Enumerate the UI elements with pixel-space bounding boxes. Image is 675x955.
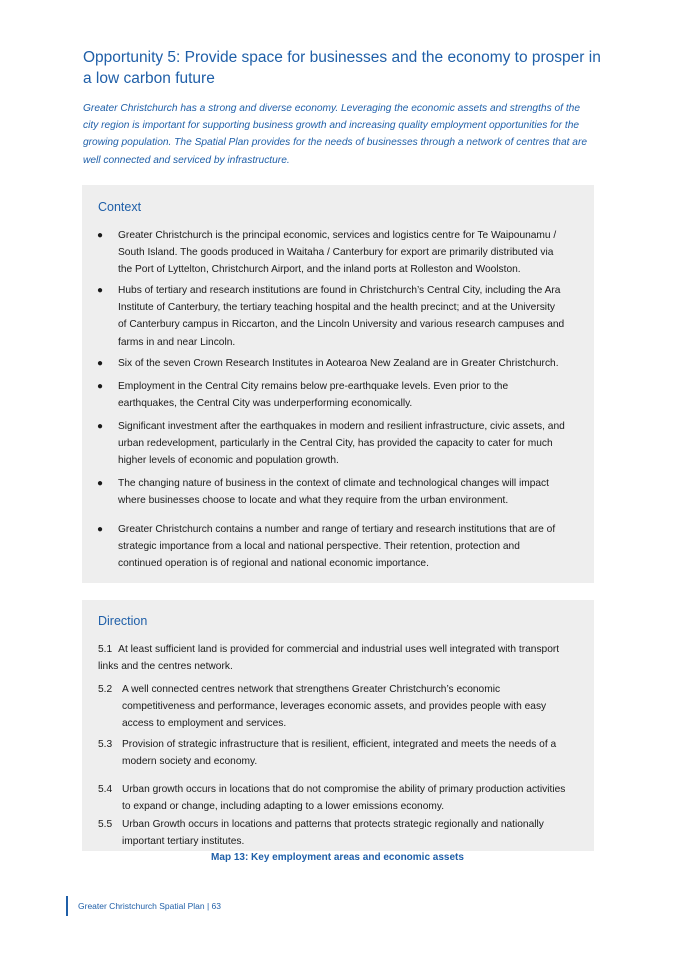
direction-item-text: A well connected centres network that strengthens Greater Christchurch’s economic competitiveness and performance, leverages economic assets, and provides people with easy access to employment and services. [122,684,547,730]
context-item-text: Greater Christchurch contains a number and range of tertiary and research institutions that are of strategic importance from a local and national perspective. Their retention, protection and continued operation is of regional and national economic importance. [118,524,556,570]
page-heading: Opportunity 5: Provide space for businesses and the economy to prosper in a low carbon future [83,49,601,87]
context-item-text: Six of the seven Crown Research Institutes in Aotearoa New Zealand are in Greater Christchurch. [118,358,559,369]
context-item-text: Greater Christchurch is the principal economic, services and logistics centre for Te Waipounamu / South Island. The goods produced in Waitaha / Canterbury for export are primarily distributed via the Port of Lyttelton, Christchurch Airport, and the inland ports at Rolleston and Woolston. [118,230,557,276]
page-footer: Greater Christchurch Spatial Plan | 63 [78,901,221,911]
context-item [97,418,566,470]
direction-title: Direction [98,614,148,628]
direction-item [98,681,568,733]
context-item-text: Employment in the Central City remains below pre-earthquake levels. Even prior to the earthquakes, the Central City was underperforming economically. [118,381,509,410]
map-caption: Map 13: Key employment areas and economic assets [211,852,464,863]
direction-item-number: 5.2 [98,684,113,695]
bullet-icon: ● [97,358,104,369]
direction-item-text: Urban Growth occurs in locations and patterns that protects strategic regionally and nationally important tertiary institutes. [122,819,544,848]
direction-item-number: 5.3 [98,739,113,750]
direction-box [82,600,594,851]
context-item [97,378,566,412]
context-item [97,355,566,372]
direction-item [98,641,568,675]
direction-item [98,781,568,815]
bullet-icon: ● [97,285,104,296]
bullet-icon: ● [97,421,104,432]
direction-item-number: 5.4 [98,784,113,795]
bullet-icon: ● [97,381,104,392]
direction-item-number: 5.5 [98,819,113,830]
intro-paragraph: Greater Christchurch has a strong and diverse economy. Leveraging the economic assets and strengths of the city region is important for supporting business growth and increasing quality employment opportunities for the growing population. The Spatial Plan provides for the needs of businesses through a network of centres that are well connected and serviced by infrastructure. [83,103,588,166]
context-item [97,282,566,351]
footer-accent-bar [66,896,68,916]
direction-item-text: Urban growth occurs in locations that do not compromise the ability of primary production activities to expand or change, including adapting to a lower emissions economy. [122,784,566,813]
bullet-icon: ● [97,524,104,535]
bullet-icon: ● [97,230,104,241]
context-item-text: The changing nature of business in the context of climate and technological changes will impact where businesses choose to locate and what they require from the urban environment. [118,478,549,507]
context-box [82,185,594,583]
direction-item [98,736,568,770]
context-item-text: Significant investment after the earthquakes in modern and resilient infrastructure, civic assets, and urban redevelopment, particularly in the Central City, has provided the capacity to cater for much higher levels of economic and population growth. [118,421,565,467]
direction-item [98,816,568,850]
context-item [97,227,566,279]
context-item [97,521,566,573]
context-item-text: Hubs of tertiary and research institutions are found in Christchurch’s Central City, including the Ara Institute of Canterbury, the tertiary teaching hospital and the health precinct; and at the University of Canterbury campus in Riccarton, and the Lincoln University and various research campuses and farms in and near Lincoln. [118,285,565,348]
context-item [97,475,566,509]
bullet-icon: ● [97,478,104,489]
direction-item-text: Provision of strategic infrastructure that is resilient, efficient, integrated and meets the needs of a modern society and economy. [122,739,557,768]
direction-item-number: 5.1 [98,644,113,655]
context-title: Context [98,200,142,214]
direction-item-text: At least sufficient land is provided for commercial and industrial uses well integrated with transport links and the centres network. [98,644,560,673]
